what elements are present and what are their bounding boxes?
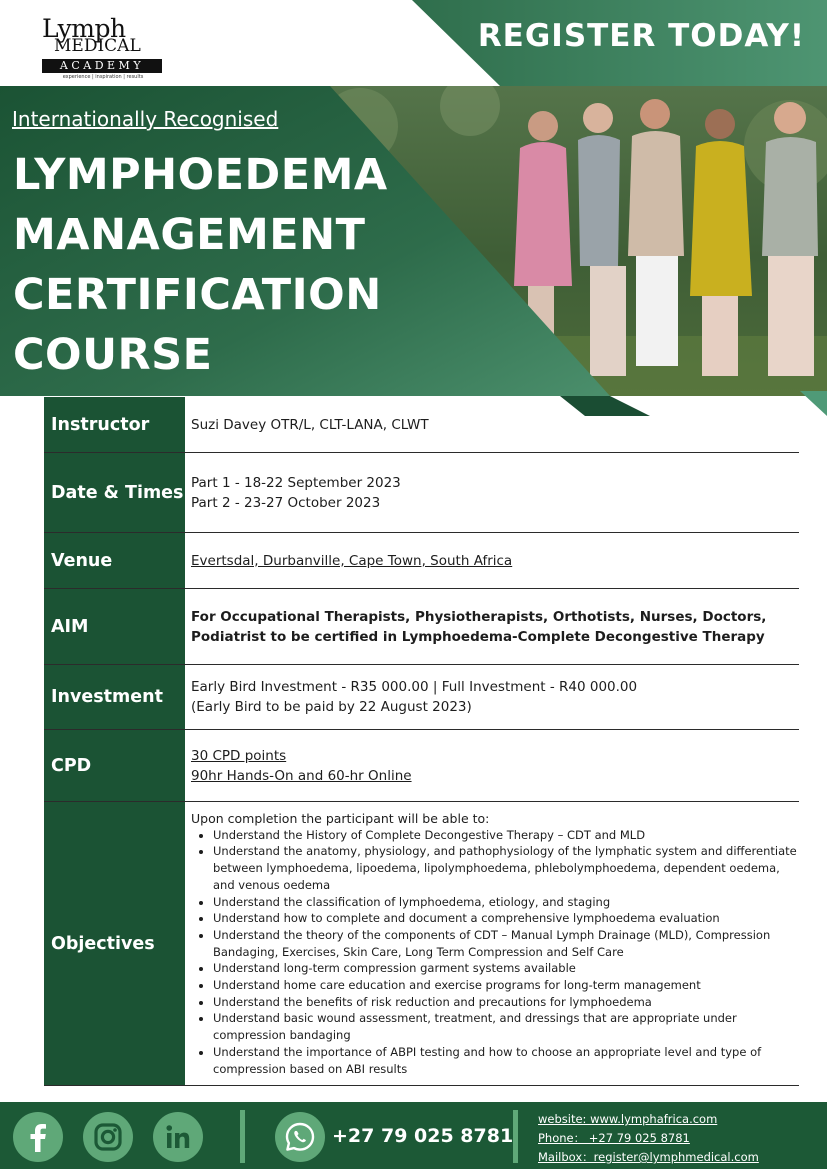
cpd-value xyxy=(185,730,799,801)
cpd-row xyxy=(44,730,799,802)
course-title xyxy=(13,145,413,385)
footer-divider xyxy=(240,1110,245,1163)
objective-item: • Understand the classification of lymphoedema, etiology, and staging xyxy=(213,894,799,911)
course-details-table xyxy=(44,397,799,1086)
aim-row xyxy=(44,589,799,665)
footer-divider xyxy=(513,1110,518,1163)
investment-label: Investment xyxy=(44,665,185,729)
aim-line: Podiatrist to be certified in Lymphoedema-Complete Decongestive Therapy xyxy=(191,628,765,645)
aim-line: For Occupational Therapists, Physiotherapists, Orthotists, Nurses, Doctors, xyxy=(191,608,767,625)
objective-item: • Understand the History of Complete Decongestive Therapy – CDT and MLD xyxy=(213,827,799,844)
objectives-label: Objectives xyxy=(44,802,185,1085)
cpd-hours-link[interactable]: 90hr Hands-On and 60-hr Online xyxy=(191,767,412,784)
hero-kicker[interactable]: Internationally Recognised xyxy=(12,107,279,131)
objectives-intro: Upon completion the participant will be able to: xyxy=(191,810,490,826)
objective-item: • Understand how to complete and document a comprehensive lymphoedema evaluation xyxy=(213,910,799,927)
instagram-icon xyxy=(83,1112,133,1162)
logo-tagline: experience | inspiration | results xyxy=(62,74,144,80)
website-link[interactable]: website: www.lymphafrica.com xyxy=(538,1112,718,1126)
cpd-points-link[interactable]: 30 CPD points xyxy=(191,747,287,764)
course-title-line: LYMPHOEDEMA xyxy=(13,150,388,200)
date-part-1: Part 1 - 18-22 September 2023 xyxy=(191,474,401,491)
objective-item: • Understand long-term compression garment systems available xyxy=(213,960,799,977)
investment-deadline: (Early Bird to be paid by 22 August 2023) xyxy=(191,699,472,715)
objective-item: • Understand the theory of the components of CDT – Manual Lymph Drainage (MLD), Compression Bandaging, Exercises, Skin Care, Long Term Compression and Self Care xyxy=(213,927,799,960)
instructor-label: Instructor xyxy=(44,397,185,452)
venue-link[interactable]: Evertsdal, Durbanville, Cape Town, South Africa xyxy=(191,552,513,569)
objective-item: • Understand basic wound assessment, treatment, and dressings that are appropriate under compression bandaging xyxy=(213,1010,799,1043)
objectives-row xyxy=(44,802,799,1086)
objectives-list xyxy=(213,827,799,1078)
venue-value xyxy=(185,533,799,588)
logo-lymph: Lymph xyxy=(42,14,126,43)
objectives-value xyxy=(185,802,799,1085)
cpd-label: CPD xyxy=(44,730,185,801)
investment-row xyxy=(44,665,799,730)
facebook-button[interactable] xyxy=(13,1112,63,1162)
objective-item: • Understand the benefits of risk reduction and precautions for lymphoedema xyxy=(213,994,799,1011)
dates-label: Date & Times xyxy=(44,453,185,532)
dates-value xyxy=(185,453,799,532)
course-title-line: COURSE xyxy=(13,330,213,380)
whatsapp-button[interactable] xyxy=(275,1112,325,1162)
objective-item: • Understand home care education and exercise programs for long-term management xyxy=(213,977,799,994)
aim-value xyxy=(185,589,799,664)
instructor-value xyxy=(185,397,799,452)
venue-row xyxy=(44,533,799,589)
investment-value xyxy=(185,665,799,729)
investment-prices: Early Bird Investment - R35 000.00 | Full Investment - R40 000.00 xyxy=(191,679,638,695)
objective-item: • Understand the importance of ABPI testing and how to choose an appropriate level and type of compression based on ABI results xyxy=(213,1044,799,1077)
instructor-name: Suzi Davey OTR/L, CLT-LANA, CLWT xyxy=(191,416,429,433)
phone-number[interactable]: +27 79 025 8781 xyxy=(332,1125,514,1147)
date-part-2: Part 2 - 23-27 October 2023 xyxy=(191,494,381,511)
contact-links xyxy=(538,1110,818,1167)
linkedin-icon xyxy=(153,1112,203,1162)
course-title-line: MANAGEMENT xyxy=(13,210,366,260)
objective-item: • Understand the anatomy, physiology, and pathophysiology of the lymphatic system and differentiate between lymphoedema, lipoedema, lipolymphoedema, phlebolymphoedema, dependent oedema, and venous oedema xyxy=(213,843,799,893)
register-today-button[interactable]: REGISTER TODAY! xyxy=(477,18,805,54)
course-title-line: CERTIFICATION xyxy=(13,270,382,320)
lymph-medical-academy-logo[interactable] xyxy=(40,14,164,82)
whatsapp-icon xyxy=(275,1112,325,1162)
instructor-row xyxy=(44,397,799,453)
logo-academy: ACADEMY xyxy=(42,59,162,73)
instagram-button[interactable] xyxy=(83,1112,133,1162)
footer xyxy=(0,1102,827,1169)
mailbox-link[interactable]: Mailbox：register@lymphmedical.com xyxy=(538,1150,759,1164)
dates-row xyxy=(44,453,799,533)
venue-label: Venue xyxy=(44,533,185,588)
facebook-icon xyxy=(13,1112,63,1162)
aim-label: AIM xyxy=(44,589,185,664)
linkedin-button[interactable] xyxy=(153,1112,203,1162)
phone-link[interactable]: Phone： +27 79 025 8781 xyxy=(538,1131,690,1145)
logo-medical: MEDICAL xyxy=(54,36,141,56)
